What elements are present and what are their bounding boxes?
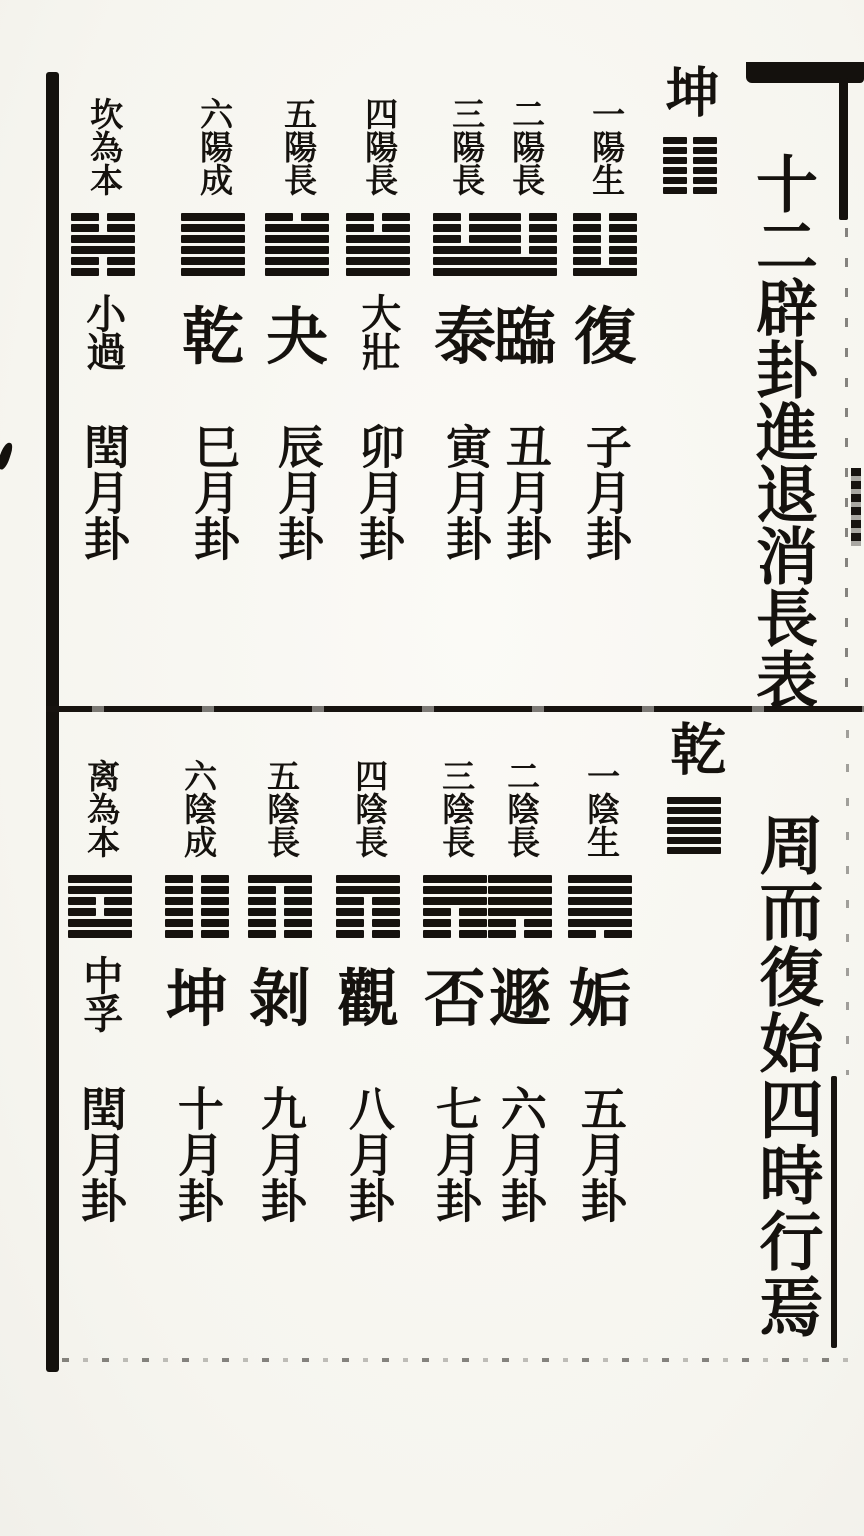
upper-column-qian — [165, 96, 261, 561]
column-header: 一陰生 — [582, 758, 619, 858]
lower-corner-hexagram-label: 乾 — [662, 720, 725, 776]
hexagram-name: 夬 — [265, 303, 328, 372]
column-header: 三陽長 — [447, 96, 484, 196]
column-header: 四陽長 — [360, 96, 397, 196]
lower-column-bo — [232, 758, 328, 1223]
hexagram-name: 坤 — [165, 965, 228, 1034]
column-header: 五陽長 — [279, 96, 316, 196]
section-divider-rule — [46, 706, 864, 712]
hexagram-figure — [181, 210, 245, 279]
hexagram-name: 臨 — [493, 303, 556, 372]
lower-column-zhongfu — [52, 758, 148, 1223]
month-label: 辰月卦 — [271, 423, 323, 561]
hexagram-figure — [346, 210, 410, 279]
month-label: 巳月卦 — [187, 423, 239, 561]
column-header: 三陰長 — [437, 758, 474, 858]
hexagram-figure — [336, 872, 400, 941]
month-label: 閏月卦 — [74, 1085, 126, 1223]
hexagram-figure — [573, 210, 637, 279]
column-header: 坎為本 — [85, 96, 122, 196]
column-header: 六陽成 — [195, 96, 232, 196]
month-label: 丑月卦 — [499, 423, 551, 561]
hexagram-name: 小過 — [80, 293, 126, 369]
month-label: 十月卦 — [171, 1085, 223, 1223]
upper-column-xiaoguo — [55, 96, 151, 561]
lower-column-pi — [407, 758, 503, 1223]
right-border-dashes-top — [845, 228, 848, 698]
hexagram-name: 乾 — [181, 303, 244, 372]
month-label: 寅月卦 — [439, 423, 491, 561]
hexagram-name: 剝 — [248, 965, 311, 1034]
upper-section-title: 十二辟卦進退消長表 — [746, 152, 815, 710]
upper-corner-hexagram-label: 坤 — [658, 64, 719, 118]
hexagram-figure — [68, 872, 132, 941]
hexagram-name: 姤 — [568, 965, 631, 1034]
upper-column-tai — [417, 96, 513, 561]
month-label: 子月卦 — [579, 423, 631, 561]
right-border-line — [831, 1076, 837, 1348]
lower-column-kun — [149, 758, 245, 1223]
month-label: 閏月卦 — [77, 423, 129, 561]
hexagram-figure — [423, 872, 487, 941]
hexagram-figure — [165, 872, 229, 941]
month-label: 八月卦 — [342, 1085, 394, 1223]
month-label: 五月卦 — [574, 1085, 626, 1223]
column-header: 离為本 — [82, 758, 119, 858]
column-header: 六陰成 — [179, 758, 216, 858]
month-label: 卯月卦 — [352, 423, 404, 561]
month-label: 九月卦 — [254, 1085, 306, 1223]
lower-corner-hexagram — [667, 794, 721, 857]
column-header: 一陽生 — [587, 96, 624, 196]
lower-column-guan — [320, 758, 416, 1223]
hexagram-name: 中孚 — [77, 955, 123, 1031]
top-right-border-stub — [839, 78, 848, 220]
hexagram-figure — [248, 872, 312, 941]
column-header: 四陰長 — [350, 758, 387, 858]
hexagram-name: 大壯 — [355, 293, 401, 369]
page-bottom-rule — [62, 1358, 852, 1362]
month-label: 六月卦 — [494, 1085, 546, 1223]
hexagram-figure — [568, 872, 632, 941]
column-header: 五陰長 — [262, 758, 299, 858]
right-border-dashes-bottom — [846, 730, 849, 1075]
column-header: 二陰長 — [502, 758, 539, 858]
hexagram-name: 否 — [423, 965, 486, 1034]
hexagram-figure — [265, 210, 329, 279]
upper-corner-hexagram — [663, 134, 717, 197]
right-border-dark-segment — [851, 468, 861, 546]
hexagram-name: 復 — [573, 303, 636, 372]
hexagram-name: 遯 — [488, 965, 551, 1034]
hexagram-name: 泰 — [433, 303, 496, 372]
hexagram-figure — [71, 210, 135, 279]
lower-section-title: 周而復始四時行焉 — [750, 812, 822, 1340]
month-label: 七月卦 — [429, 1085, 481, 1223]
hexagram-figure — [433, 210, 497, 279]
ink-smudge — [0, 441, 14, 471]
hexagram-name: 觀 — [336, 965, 399, 1034]
column-header: 二陽長 — [507, 96, 544, 196]
upper-column-guai — [249, 96, 345, 561]
